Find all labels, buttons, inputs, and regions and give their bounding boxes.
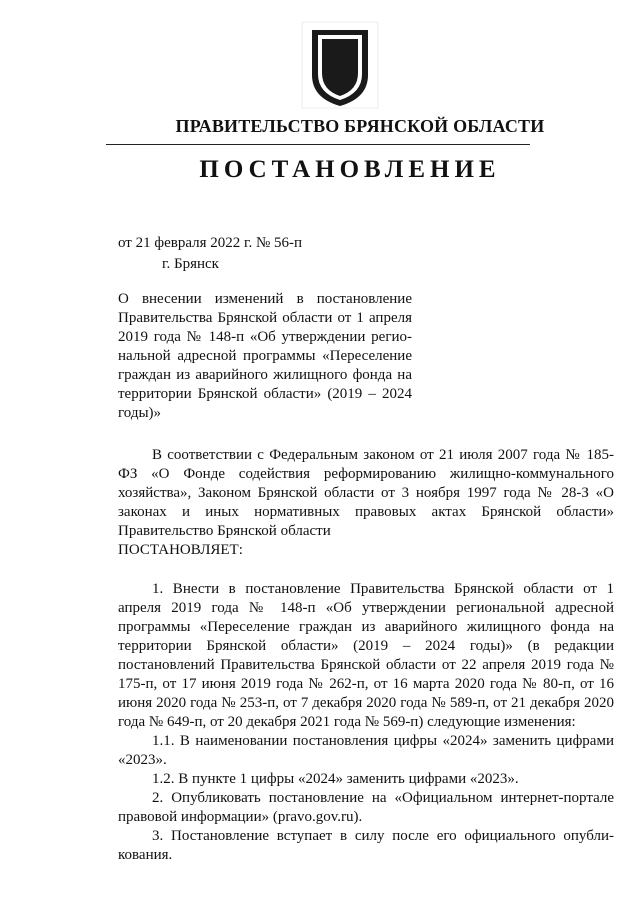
resolution-items: [118, 580, 614, 865]
government-title: ПРАВИТЕЛЬСТВО БРЯНСКОЙ ОБЛАСТИ: [175, 116, 545, 136]
resolution-item: 1.2. В пункте 1 цифры «2024» заменить цифрами «2023».: [152, 771, 519, 787]
resolves-heading: ПОСТАНОВЛЯЕТ:: [118, 542, 243, 558]
document-body: [118, 446, 614, 865]
document-subject: О внесении изменений в постановление Правительства Брянской области от 1 апреля 2019 года № 148-п «Об утверждении регио-нальной адресной программы «Переселение граждан из аварийного жилищного фонда на территории Брянской области» (2019 – 2024 годы)»: [118, 291, 412, 421]
title-divider: [106, 144, 530, 145]
preamble-paragraph: В соответствии с Федеральным законом от 21 июля 2007 года № 185-ФЗ «О Фонде содействия реформированию жилищно-коммунального хозяйства», Законом Брянской области от 3 ноября 1997 года № 28-З «О законах и иных нормативных правовых актах Брянской области» Правительство Брянской области: [118, 447, 614, 539]
coat-of-arms-icon: [300, 20, 380, 110]
resolution-item: 1. Внести в постановление Правительства Брянской области от 1 апреля 2019 года № 148-п «Об утверждении региональной адресной программы «Переселение граждан из аварийного жилищного фонда на территории Брянской области» (2019 – 2024 годы)» (в редакции постановлений Правительства Брянской области от 22 апреля 2019 года № 175-п, от 17 июня 2019 года № 262-п, от 16 марта 2020 года № 80-п, от 16 июня 2020 года № 253-п, от 7 декабря 2020 года № 589-п, от 21 декабря 2020 года № 649-п, от 20 декабря 2021 года № 569-п) следующие изменения:: [118, 581, 614, 730]
resolution-item: 2. Опубликовать постановление на «Официальном интернет-портале правовой информации» (pravo.gov.ru).: [118, 790, 614, 825]
document-date-number: от 21 февраля 2022 г. № 56-п: [118, 235, 303, 251]
document-city: г. Брянск: [162, 256, 219, 272]
resolution-item: 1.1. В наименовании постановления цифры «2024» заменить цифрами «2023».: [118, 733, 614, 768]
document-type: ПОСТАНОВЛЕНИЕ: [199, 156, 501, 183]
resolution-item: 3. Постановление вступает в силу после его официального опубли-кования.: [118, 828, 614, 863]
